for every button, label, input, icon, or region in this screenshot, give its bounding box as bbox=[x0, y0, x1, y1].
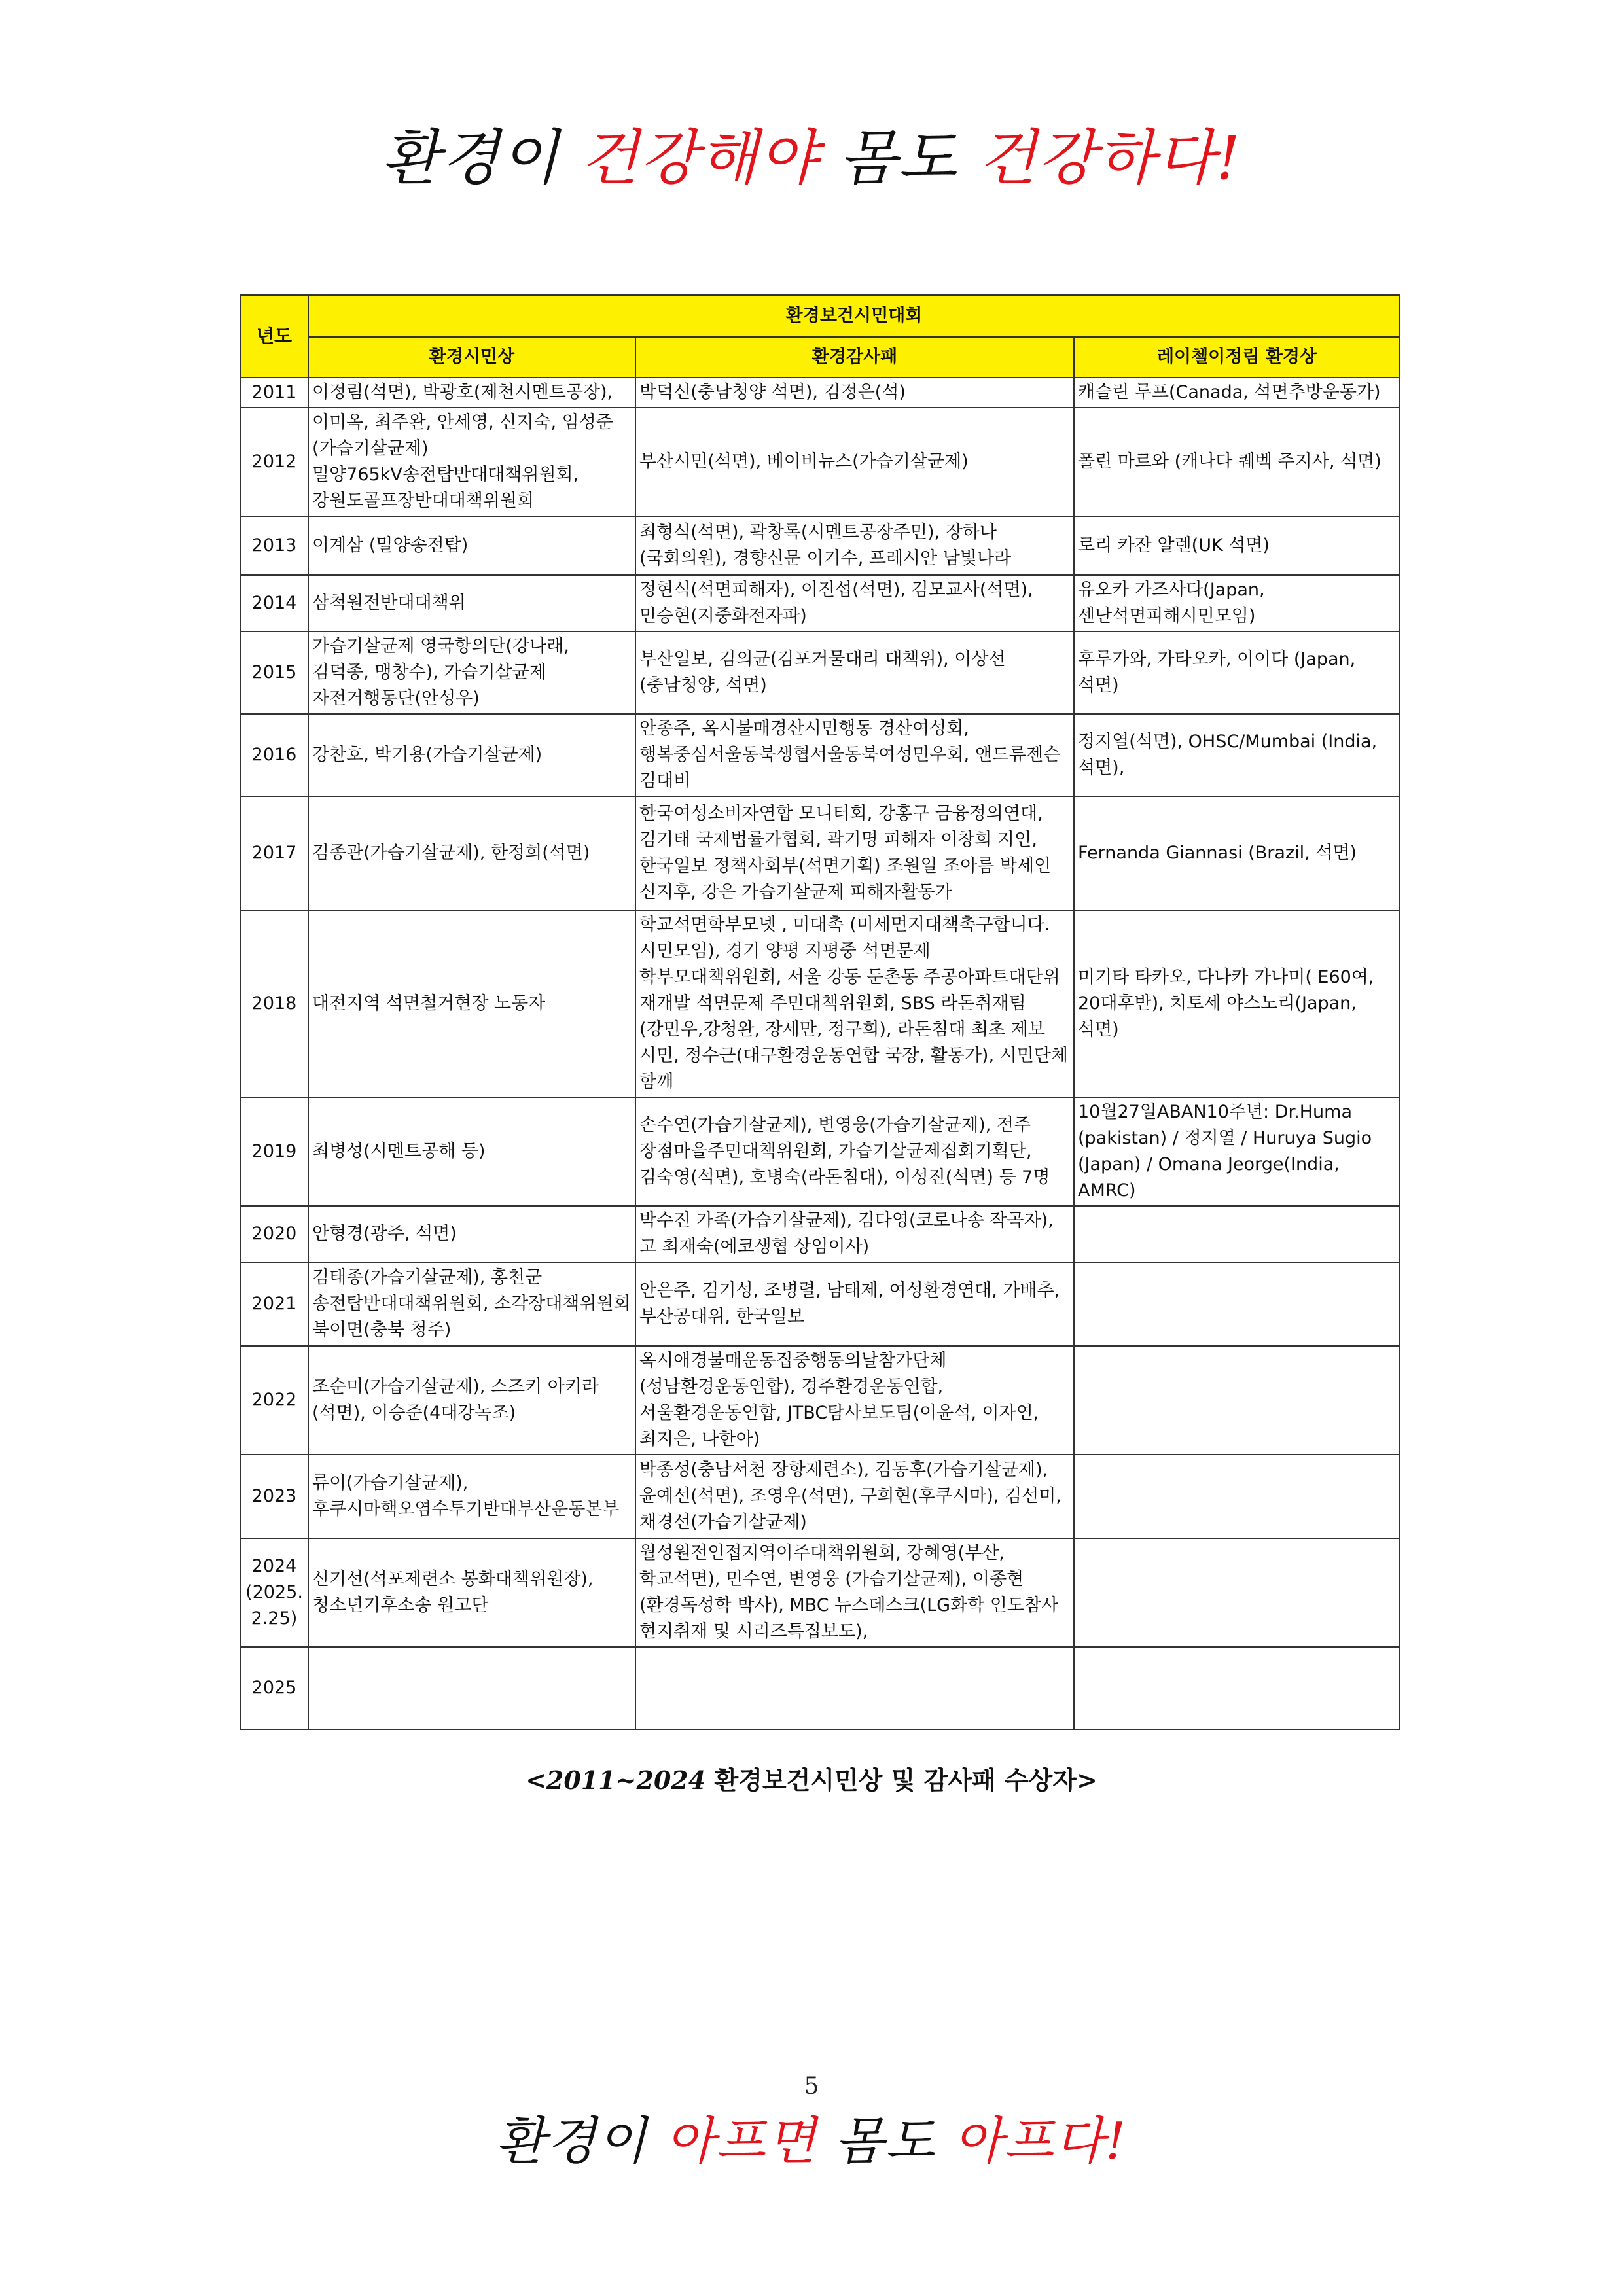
awards-table bbox=[240, 294, 1400, 1730]
year-cell: 2012 bbox=[240, 408, 308, 516]
year-cell: 2019 bbox=[240, 1097, 308, 1206]
plaque-award-cell: 박덕신(충남청양 석면), 김정은(석) bbox=[635, 378, 1074, 408]
rachel-award-cell bbox=[1074, 1346, 1400, 1455]
plaque-award-cell: 박수진 가족(가습기살균제), 김다영(코로나송 작곡자), 고 최재숙(에코생협 상임이사) bbox=[635, 1206, 1074, 1262]
citizen-award-cell: 이미옥, 최주완, 안세영, 신지숙, 임성준(가습기살균제) 밀양765kV송전탑반대대책위원회, 강원도골프장반대대책위원회 bbox=[308, 408, 635, 516]
rachel-award-cell: 폴린 마르와 (캐나다 퀘벡 주지사, 석면) bbox=[1074, 408, 1400, 516]
table-row bbox=[240, 1097, 1400, 1206]
rachel-award-cell: 10월27일ABAN10주년: Dr.Huma (pakistan) / 정지열 / Huruya Sugio (Japan) / Omana Jeorge(India, AMRC) bbox=[1074, 1097, 1400, 1206]
citizen-award-cell: 이정림(석면), 박광호(제천시멘트공장), bbox=[308, 378, 635, 408]
table-row bbox=[240, 1206, 1400, 1262]
table-row bbox=[240, 714, 1400, 796]
header-slogan bbox=[0, 110, 1623, 196]
plaque-award-cell: 부산일보, 김의균(김포거물대리 대책위), 이상선(충남청양, 석면) bbox=[635, 631, 1074, 714]
year-header: 년도 bbox=[240, 295, 308, 378]
column-header-rachel: 레이첼이정림 환경상 bbox=[1074, 337, 1400, 378]
table-row bbox=[240, 1647, 1400, 1729]
footer-slogan bbox=[0, 2100, 1623, 2174]
slogan-part-1: 환경이 bbox=[381, 123, 560, 193]
group-header: 환경보건시민대회 bbox=[308, 295, 1400, 337]
citizen-award-cell: 가습기살균제 영국항의단(강나래, 김덕종, 맹창수), 가습기살균제 자전거행동단(안성우) bbox=[308, 631, 635, 714]
table-row bbox=[240, 1455, 1400, 1538]
year-cell: 2015 bbox=[240, 631, 308, 714]
citizen-award-cell bbox=[308, 1647, 635, 1729]
table-row bbox=[240, 910, 1400, 1097]
page-number: 5 bbox=[804, 2073, 819, 2100]
year-cell: 2011 bbox=[240, 378, 308, 408]
table-row bbox=[240, 1538, 1400, 1647]
citizen-award-cell: 대전지역 석면철거현장 노동자 bbox=[308, 910, 635, 1097]
plaque-award-cell: 월성원전인접지역이주대책위원회, 강혜영(부산, 학교석면), 민수연, 변영웅 (가습기살균제), 이종현 (환경독성학 박사), MBC 뉴스데스크(LG화학 인도참사 현지취재 및 시리즈특집보도), bbox=[635, 1538, 1074, 1647]
rachel-award-cell: 로리 카잔 알렌(UK 석면) bbox=[1074, 516, 1400, 575]
plaque-award-cell: 안은주, 김기성, 조병렬, 남태제, 여성환경연대, 가배추, 부산공대위, 한국일보 bbox=[635, 1262, 1074, 1346]
rachel-award-cell bbox=[1074, 1538, 1400, 1647]
rachel-award-cell: 미기타 타카오, 다나카 가나미( E60여, 20대후반), 치토세 야스노리(Japan,석면) bbox=[1074, 910, 1400, 1097]
year-cell: 2025 bbox=[240, 1647, 308, 1729]
plaque-award-cell: 손수연(가습기살균제), 변영웅(가습기살균제), 전주 장점마을주민대책위원회, 가습기살균제집회기획단, 김숙영(석면), 호병숙(라돈침대), 이성진(석면) 등 7명 bbox=[635, 1097, 1074, 1206]
rachel-award-cell bbox=[1074, 1647, 1400, 1729]
year-cell: 2018 bbox=[240, 910, 308, 1097]
table-row bbox=[240, 796, 1400, 910]
plaque-award-cell: 박종성(충남서천 장항제련소), 김동후(가습기살균제), 윤예선(석면), 조영우(석면), 구희현(후쿠시마), 김선미, 채경선(가습기살균제) bbox=[635, 1455, 1074, 1538]
rachel-award-cell: Fernanda Giannasi (Brazil, 석면) bbox=[1074, 796, 1400, 910]
citizen-award-cell: 조순미(가습기살균제), 스즈키 아키라(석면), 이승준(4대강녹조) bbox=[308, 1346, 635, 1455]
plaque-award-cell bbox=[635, 1647, 1074, 1729]
column-header-plaque: 환경감사패 bbox=[635, 337, 1074, 378]
rachel-award-cell: 후루가와, 가타오카, 이이다 (Japan, 석면) bbox=[1074, 631, 1400, 714]
slogan-part-4: 건강하다! bbox=[978, 123, 1242, 193]
citizen-award-cell: 안형경(광주, 석면) bbox=[308, 1206, 635, 1262]
footer-slogan-part-1: 환경이 bbox=[495, 2112, 648, 2171]
footer-slogan-part-3: 몸도 bbox=[834, 2112, 936, 2171]
table-row bbox=[240, 1262, 1400, 1346]
table-row bbox=[240, 1346, 1400, 1455]
year-cell: 2013 bbox=[240, 516, 308, 575]
table-row bbox=[240, 408, 1400, 516]
rachel-award-cell bbox=[1074, 1206, 1400, 1262]
year-cell: 2020 bbox=[240, 1206, 308, 1262]
table-row bbox=[240, 575, 1400, 631]
table-row bbox=[240, 516, 1400, 575]
citizen-award-cell: 류이(가습기살균제), 후쿠시마핵오염수투기반대부산운동본부 bbox=[308, 1455, 635, 1538]
citizen-award-cell: 김종관(가습기살균제), 한정희(석면) bbox=[308, 796, 635, 910]
table-caption bbox=[0, 1760, 1623, 1796]
year-cell: 2022 bbox=[240, 1346, 308, 1455]
rachel-award-cell: 정지열(석면), OHSC/Mumbai (India, 석면), bbox=[1074, 714, 1400, 796]
slogan-part-2: 건강해야 bbox=[580, 123, 819, 193]
citizen-award-cell: 강찬호, 박기용(가습기살균제) bbox=[308, 714, 635, 796]
rachel-award-cell bbox=[1074, 1262, 1400, 1346]
citizen-award-cell: 김태종(가습기살균제), 홍천군 송전탑반대대책위원회, 소각장대책위원회 북이면(충북 청주) bbox=[308, 1262, 635, 1346]
rachel-award-cell bbox=[1074, 1455, 1400, 1538]
table-row bbox=[240, 378, 1400, 408]
plaque-award-cell: 한국여성소비자연합 모니터회, 강홍구 금융정의연대, 김기태 국제법률가협회, 곽기명 피해자 이창희 지인, 한국일보 정책사회부(석면기획) 조원일 조아름 박세인 신지후, 강은 가습기살균제 피해자활동가 bbox=[635, 796, 1074, 910]
year-cell: 2017 bbox=[240, 796, 308, 910]
plaque-award-cell: 옥시애경불매운동집중행동의날참가단체(성남환경운동연합), 경주환경운동연합, 서울환경운동연합, JTBC탐사보도팀(이윤석, 이자연, 최지은, 나한아) bbox=[635, 1346, 1074, 1455]
plaque-award-cell: 안종주, 옥시불매경산시민행동 경산여성회, 행복중심서울동북생협서울동북여성민우회, 앤드류젠슨 김대비 bbox=[635, 714, 1074, 796]
year-cell: 2021 bbox=[240, 1262, 308, 1346]
footer-slogan-part-2: 아프면 bbox=[665, 2112, 817, 2171]
caption-range: <2011~2024 bbox=[526, 1765, 706, 1795]
column-header-citizen: 환경시민상 bbox=[308, 337, 635, 378]
plaque-award-cell: 정현식(석면피해자), 이진섭(석면), 김모교사(석면), 민승현(지중화전자파) bbox=[635, 575, 1074, 631]
citizen-award-cell: 최병성(시멘트공해 등) bbox=[308, 1097, 635, 1206]
citizen-award-cell: 이계삼 (밀양송전탑) bbox=[308, 516, 635, 575]
caption-text: 환경보건시민상 및 감사패 수상자> bbox=[705, 1765, 1097, 1795]
plaque-award-cell: 부산시민(석면), 베이비뉴스(가습기살균제) bbox=[635, 408, 1074, 516]
year-cell: 2016 bbox=[240, 714, 308, 796]
year-cell: 2014 bbox=[240, 575, 308, 631]
slogan-part-3: 몸도 bbox=[838, 123, 958, 193]
year-cell: 2024 (2025. 2.25) bbox=[240, 1538, 308, 1647]
year-cell: 2023 bbox=[240, 1455, 308, 1538]
citizen-award-cell: 삼척원전반대대책위 bbox=[308, 575, 635, 631]
footer-slogan-part-4: 아프다! bbox=[953, 2112, 1128, 2171]
plaque-award-cell: 학교석면학부모넷 , 미대촉 (미세먼지대책촉구합니다. 시민모임), 경기 양평 지평중 석면문제 학부모대책위원회, 서울 강동 둔촌동 주공아파트대단위 재개발 석면문제 주민대책위원회, SBS 라돈취재팀(강민우,강청완, 장세만, 정구희), 라돈침대 최초 제보 시민, 정수근(대구환경운동연합 국장, 활동가), 시민단체 함깨 bbox=[635, 910, 1074, 1097]
citizen-award-cell: 신기선(석포제련소 봉화대책위원장), 청소년기후소송 원고단 bbox=[308, 1538, 635, 1647]
plaque-award-cell: 최형식(석면), 곽창록(시멘트공장주민), 장하나(국회의원), 경향신문 이기수, 프레시안 남빛나라 bbox=[635, 516, 1074, 575]
rachel-award-cell: 캐슬린 루프(Canada, 석면추방운동가) bbox=[1074, 378, 1400, 408]
table-row bbox=[240, 631, 1400, 714]
rachel-award-cell: 유오카 가즈사다(Japan, 센난석면피해시민모임) bbox=[1074, 575, 1400, 631]
